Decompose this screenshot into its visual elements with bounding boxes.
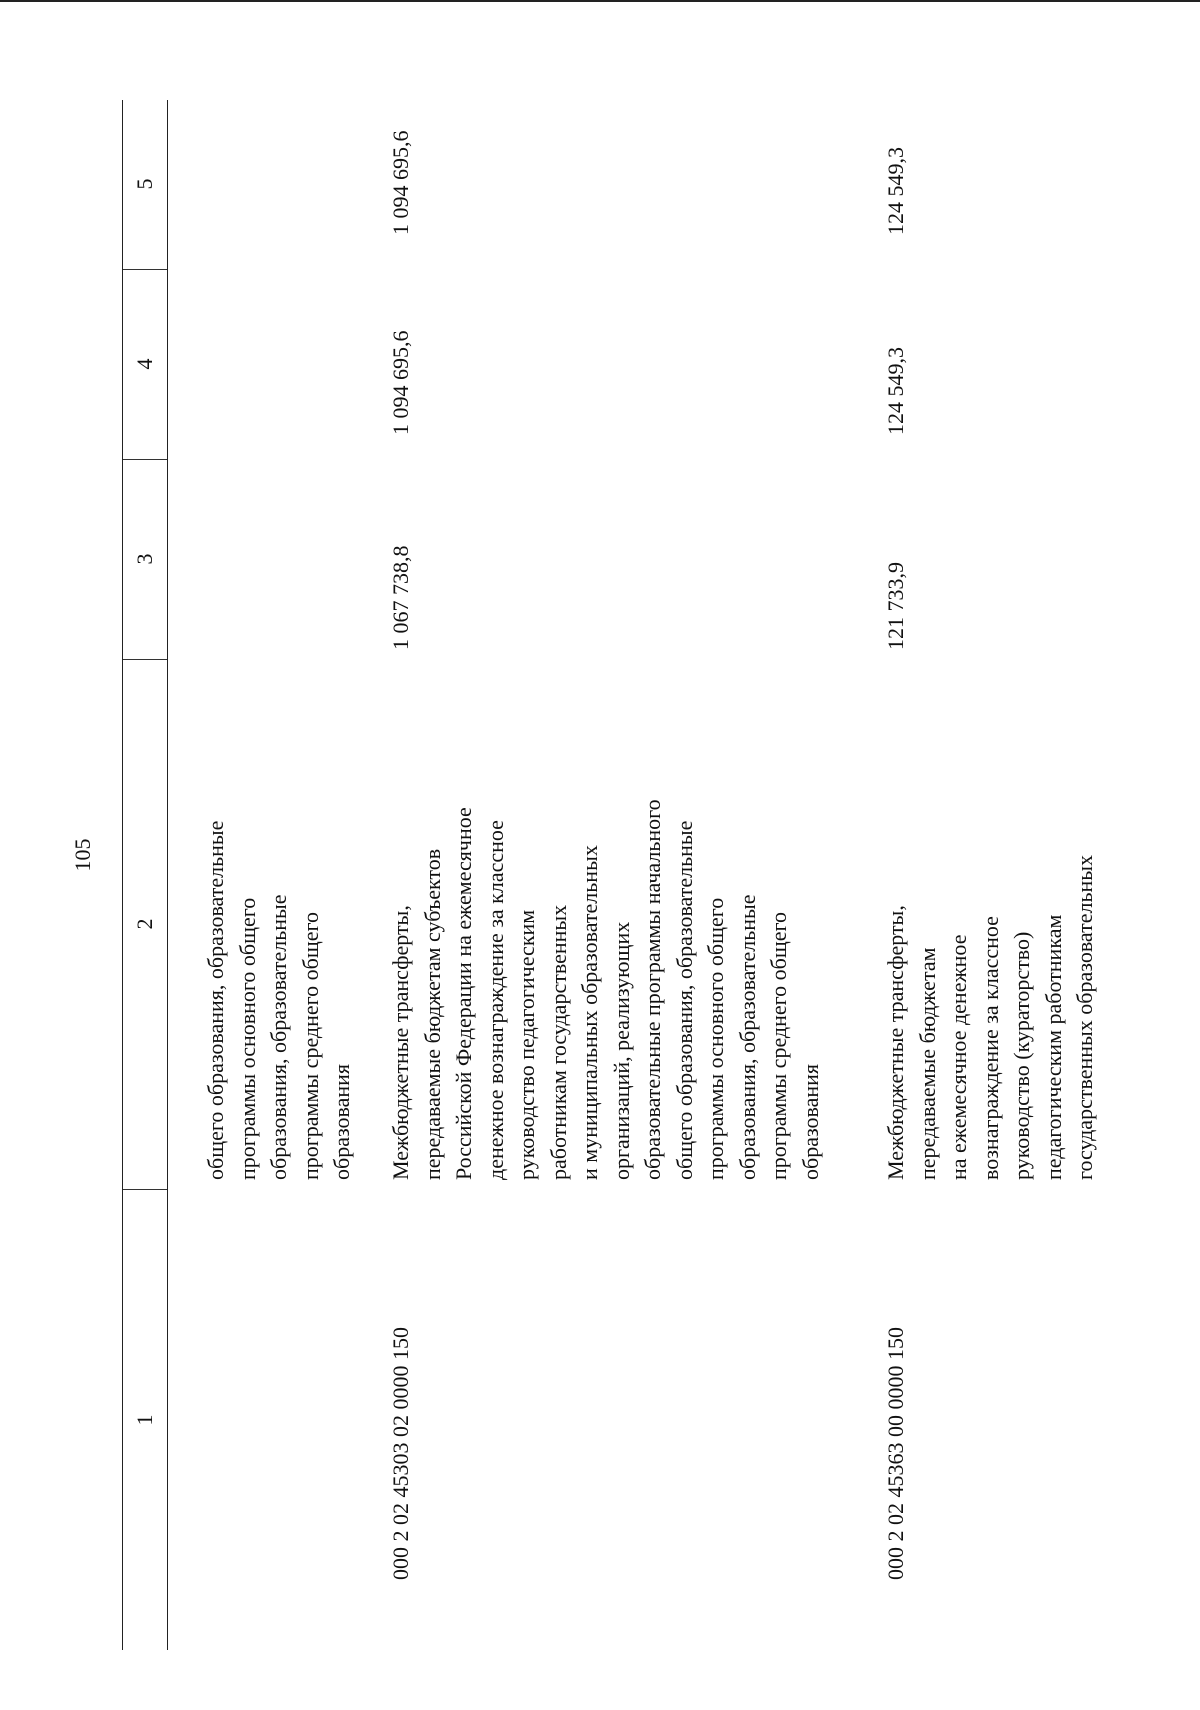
row-name-line: руководство педагогическим [514,909,539,1180]
row-name-line: вознаграждение за классное [977,916,1003,1180]
header-col-4: 4 [123,269,167,460]
row-name-line: Российской Федерации на ежемесячное [451,807,476,1180]
row-name-line: образования [797,1063,823,1180]
row-name-line: государственных образовательных [1072,854,1097,1180]
page-number: 105 [70,838,95,872]
row-name-line: образования [329,1063,354,1180]
row-name-line: работникам государственных [545,904,571,1180]
row-value-col3: 121 733,9 [883,562,908,650]
row-name [385,660,826,1180]
row-name-line: образования, образовательные [734,894,760,1180]
row-name-line: на ежемесячное денежное [946,934,971,1180]
header-col-2: 2 [123,659,167,1190]
row-name-line: программы основного общего [234,897,260,1180]
row-name-line: передаваемые бюджетам [914,947,940,1180]
row-name [200,660,358,1180]
row-name-line: образовательные программы начального [640,799,665,1180]
row-value-col5: 124 549,3 [883,147,908,235]
header-col-3: 3 [123,459,167,660]
budget-table [0,50,1200,1650]
row-name-line: программы среднего общего [766,911,791,1180]
row-name-line: общего образования, образовательные [203,820,228,1180]
header-col-5: 5 [123,99,167,270]
row-name-line: педагогическим работникам [1040,914,1066,1180]
row-name-line: денежное вознаграждение за классное [482,820,508,1180]
row-name-line: Межбюджетные трансферты, [388,905,413,1180]
row-name-line: и муниципальных образовательных [577,845,602,1180]
row-name-line: передаваемые бюджетам субъектов [419,848,445,1180]
row-value-col4: 1 094 695,6 [388,330,413,435]
row-name-line: программы основного общего [703,897,728,1180]
table-header-row [122,100,168,1650]
row-name-line: руководство (кураторство) [1009,931,1034,1180]
row-name-line: Межбюджетные трансферты, [883,905,908,1180]
row-name [880,660,1101,1180]
row-value-col5: 1 094 695,6 [388,130,413,235]
row-value-col4: 124 549,3 [883,347,908,435]
row-name-line: образования, образовательные [266,894,291,1180]
row-name-line: организаций, реализующих [608,921,634,1180]
row-code: 000 2 02 45363 00 0000 150 [883,1327,908,1580]
header-col-1: 1 [132,1414,157,1426]
row-name-line: общего образования, образовательные [671,820,697,1180]
row-value-col3: 1 067 738,8 [388,545,413,650]
row-code: 000 2 02 45303 02 0000 150 [388,1327,413,1580]
row-name-line: программы среднего общего [297,911,323,1180]
